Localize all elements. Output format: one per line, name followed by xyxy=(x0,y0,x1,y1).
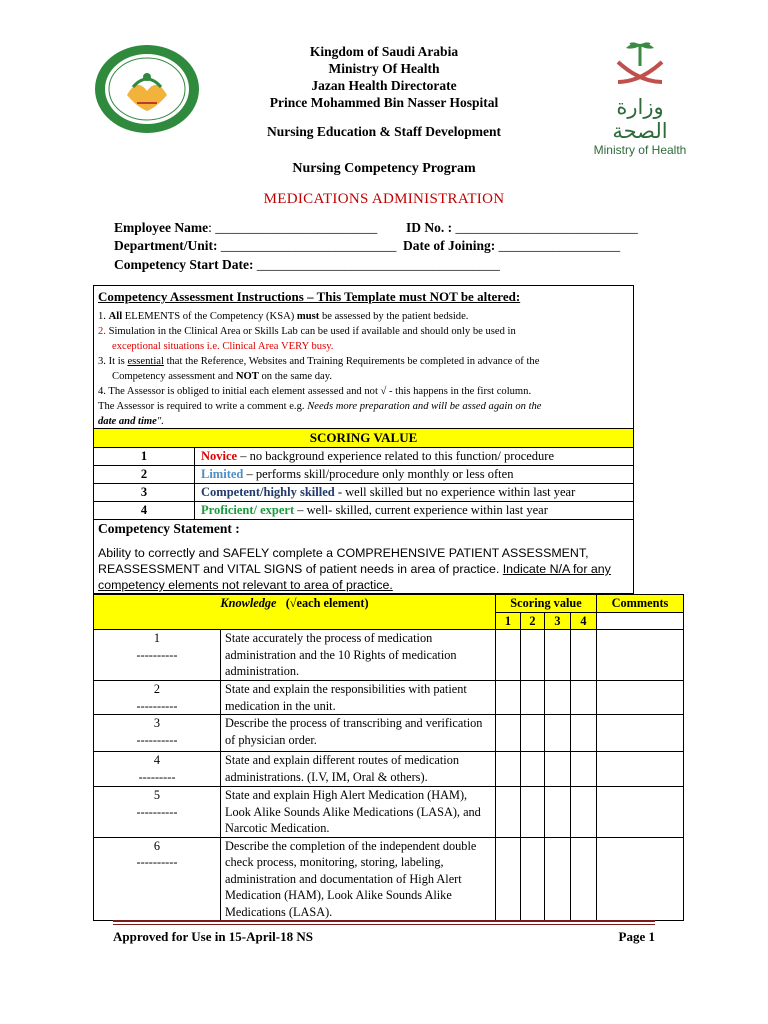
instruction-3-essential: essential xyxy=(127,356,164,367)
score-cell-1[interactable] xyxy=(496,715,521,752)
instruction-2 xyxy=(98,326,516,337)
scoring-desc: – no background experience related to this function/ procedure xyxy=(237,449,555,463)
score-col-2: 2 xyxy=(521,612,545,630)
initials-line[interactable]: --------- xyxy=(138,769,176,784)
score-cell-2[interactable] xyxy=(521,630,545,681)
instruction-1-must: must xyxy=(296,311,320,322)
scoring-heading: SCORING VALUE xyxy=(93,429,634,448)
instruction-3-b: that the Reference, Websites and Training Requirements be completed in advance of the xyxy=(163,356,540,367)
comment-cell[interactable] xyxy=(597,837,684,921)
score-cell-1[interactable] xyxy=(496,681,521,715)
department-row xyxy=(114,238,396,254)
score-cell-4[interactable] xyxy=(571,681,597,715)
ministry-line: Ministry Of Health xyxy=(328,61,440,76)
item-number: 6 xyxy=(153,838,161,853)
footer-rule xyxy=(113,920,655,922)
item-number-cell xyxy=(94,752,221,787)
scoring-value-header: Scoring value xyxy=(496,595,597,613)
instruction-1-all: All xyxy=(108,311,123,322)
table-row xyxy=(94,630,684,681)
program-title: Nursing Competency Program xyxy=(292,161,476,176)
initials-line[interactable]: ---------- xyxy=(136,698,178,713)
instruction-5-date: date and time xyxy=(98,416,157,427)
scoring-num: 3 xyxy=(140,485,148,499)
scoring-row xyxy=(93,466,634,484)
item-number: 4 xyxy=(153,753,161,767)
id-field[interactable]: ___________________________ xyxy=(452,220,638,235)
score-cell-1[interactable] xyxy=(496,752,521,787)
instruction-5 xyxy=(98,401,542,412)
comments-header: Comments xyxy=(597,595,684,613)
statement-text-na: Indicate N/A for any competency elements not relevant to area of practice. xyxy=(98,562,611,592)
score-cell-4[interactable] xyxy=(571,837,597,921)
score-cell-3[interactable] xyxy=(545,787,571,838)
table-row xyxy=(94,837,684,921)
scoring-row xyxy=(93,484,634,502)
joining-date-label: Date of Joining: xyxy=(403,238,496,253)
item-number-cell xyxy=(94,681,221,715)
score-col-3: 3 xyxy=(545,612,571,630)
hospital-line: Prince Mohammed Bin Nasser Hospital xyxy=(269,95,499,110)
scoring-level-competent: Competent/highly skilled xyxy=(201,485,335,499)
palm-swords-icon xyxy=(586,40,694,88)
item-number-cell xyxy=(94,715,221,752)
ministry-of-health-logo xyxy=(586,40,694,157)
id-label: ID No. : xyxy=(406,220,453,235)
initials-line[interactable]: ---------- xyxy=(136,647,178,662)
instruction-5-cont xyxy=(98,416,164,427)
item-number: 2 xyxy=(153,682,161,696)
item-text: Describe the completion of the independent double check process, monitoring, storing, labeling, administration and documentation of High Alert Medication (HAM), Look Alike Sounds Alike Medications (LASA). xyxy=(221,837,496,921)
score-cell-2[interactable] xyxy=(521,715,545,752)
instruction-2-num: 2. xyxy=(98,326,106,337)
moh-arabic-name: وزارة الصحة xyxy=(612,95,668,143)
scoring-row xyxy=(93,502,634,520)
start-date-label: Competency Start Date: xyxy=(114,257,254,272)
instruction-3-cont xyxy=(112,371,332,382)
item-number: 5 xyxy=(153,788,161,802)
knowledge-header-row xyxy=(94,595,684,613)
score-cell-4[interactable] xyxy=(571,787,597,838)
instruction-3-not: NOT xyxy=(235,371,259,382)
statement-text-main: Ability to correctly and SAFELY complete a COMPREHENSIVE PATIENT ASSESSMENT, REASSESSMENT and VITAL SIGNS of patient needs in area of practice. xyxy=(98,546,589,576)
comment-cell[interactable] xyxy=(597,681,684,715)
score-cell-2[interactable] xyxy=(521,787,545,838)
start-date-field[interactable]: ____________________________________ xyxy=(253,257,500,272)
comment-cell[interactable] xyxy=(597,715,684,752)
table-row xyxy=(94,787,684,838)
score-cell-1[interactable] xyxy=(496,787,521,838)
approval-note: Approved for Use in 15-April-18 NS xyxy=(113,929,313,944)
instruction-5-end: ". xyxy=(156,416,164,427)
joining-row xyxy=(403,238,620,254)
comment-cell[interactable] xyxy=(597,630,684,681)
item-text: State accurately the process of medication administration and the 10 Rights of medication administration. xyxy=(221,630,496,681)
item-number: 3 xyxy=(153,716,161,730)
competency-statement-box xyxy=(93,520,634,594)
instruction-3 xyxy=(98,356,539,367)
scoring-desc: - well skilled but no experience within last year xyxy=(334,485,576,499)
comments-subheader xyxy=(597,612,684,630)
instruction-1-text: ELEMENTS of the Competency (KSA) xyxy=(122,311,297,322)
score-cell-3[interactable] xyxy=(545,681,571,715)
scoring-desc: – well- skilled, current experience within last year xyxy=(294,503,548,517)
item-number-cell xyxy=(94,837,221,921)
initials-line[interactable]: ---------- xyxy=(136,855,178,869)
scoring-num: 1 xyxy=(140,449,148,463)
item-text: State and explain High Alert Medication (HAM), Look Alike Sounds Alike Medications (LASA), and Narcotic Medication. xyxy=(221,787,496,838)
instruction-5-a: The Assessor is required to write a comment e.g. xyxy=(98,401,308,412)
instruction-2-cont: exceptional situations i.e. Clinical Area VERY busy. xyxy=(112,341,334,352)
item-text: Describe the process of transcribing and verification of physician order. xyxy=(221,715,496,752)
item-number-cell xyxy=(94,630,221,681)
scoring-level-limited: Limited xyxy=(201,467,244,481)
initials-line[interactable]: ---------- xyxy=(136,732,178,747)
instruction-2-text: Simulation in the Clinical Area or Skills Lab can be used if available and should only be used in xyxy=(105,326,516,337)
department-label: Department/Unit: xyxy=(114,238,218,253)
kingdom-line: Kingdom of Saudi Arabia xyxy=(309,44,459,59)
score-cell-3[interactable] xyxy=(545,630,571,681)
employee-name-field[interactable]: : ________________________ xyxy=(208,220,378,235)
score-cell-2[interactable] xyxy=(521,681,545,715)
instruction-1-end: be assessed by the patient bedside. xyxy=(319,311,469,322)
employee-name-label: Employee Name xyxy=(114,220,209,235)
initials-line[interactable]: ---------- xyxy=(136,804,178,819)
instruction-3-cont-a: Competency assessment and xyxy=(112,371,236,382)
scoring-row xyxy=(93,448,634,466)
table-row xyxy=(94,681,684,715)
institution-header xyxy=(240,43,528,111)
comment-cell[interactable] xyxy=(597,752,684,787)
moh-english-name: Ministry of Health xyxy=(593,143,687,157)
id-row xyxy=(406,220,638,236)
instruction-4: 4. The Assessor is obliged to initial each element assessed and not √ - this happens in the first column. xyxy=(98,386,532,397)
item-text: State and explain the responsibilities with patient medication in the unit. xyxy=(221,681,496,715)
instruction-3-a: 3. It is xyxy=(98,356,128,367)
item-number-cell xyxy=(94,787,221,838)
score-cell-3[interactable] xyxy=(545,715,571,752)
document-title: MEDICATIONS ADMINISTRATION xyxy=(263,191,505,207)
knowledge-subtitle: (√each element) xyxy=(285,596,369,610)
knowledge-title: Knowledge xyxy=(220,596,277,610)
scoring-level-proficient: Proficient/ expert xyxy=(201,503,295,517)
score-cell-2[interactable] xyxy=(521,837,545,921)
knowledge-table xyxy=(93,594,684,921)
scoring-desc: – performs skill/procedure only monthly or less often xyxy=(243,467,514,481)
instructions-heading: Competency Assessment Instructions – This Template must NOT be altered: xyxy=(98,289,521,304)
competency-statement-text xyxy=(98,545,633,593)
item-text: State and explain different routes of medication administrations. (I.V, IM, Oral & others). xyxy=(221,752,496,787)
instruction-5-italic: Needs more preparation and will be assed again on the xyxy=(307,401,542,412)
score-cell-1[interactable] xyxy=(496,837,521,921)
instruction-3-cont-b: on the same day. xyxy=(258,371,332,382)
score-cell-2[interactable] xyxy=(521,752,545,787)
score-cell-4[interactable] xyxy=(571,715,597,752)
score-col-4: 4 xyxy=(571,612,597,630)
score-cell-3[interactable] xyxy=(545,837,571,921)
score-cell-4[interactable] xyxy=(571,630,597,681)
item-number: 1 xyxy=(153,631,161,645)
department-title: Nursing Education & Staff Development xyxy=(266,124,501,139)
score-cell-3[interactable] xyxy=(545,752,571,787)
table-row xyxy=(94,715,684,752)
directorate-line: Jazan Health Directorate xyxy=(311,78,457,93)
instruction-1 xyxy=(98,311,468,322)
instructions-box xyxy=(93,285,634,429)
hospital-seal-logo xyxy=(93,43,201,135)
footer-rule-thin xyxy=(113,924,655,925)
knowledge-title-cell xyxy=(94,595,496,630)
score-col-1: 1 xyxy=(496,612,521,630)
table-row xyxy=(94,752,684,787)
instruction-1-num: 1. xyxy=(98,311,109,322)
department-field[interactable]: __________________________ xyxy=(217,238,397,253)
score-cell-1[interactable] xyxy=(496,630,521,681)
page-number: Page 1 xyxy=(618,929,655,944)
start-date-row xyxy=(114,257,500,273)
comment-cell[interactable] xyxy=(597,787,684,838)
scoring-num: 2 xyxy=(140,467,148,481)
scoring-num: 4 xyxy=(140,503,148,517)
scoring-level-novice: Novice xyxy=(201,449,238,463)
score-cell-4[interactable] xyxy=(571,752,597,787)
employee-name-row xyxy=(114,220,377,236)
competency-statement-title: Competency Statement : xyxy=(98,521,240,536)
joining-date-field[interactable]: __________________ xyxy=(495,238,621,253)
